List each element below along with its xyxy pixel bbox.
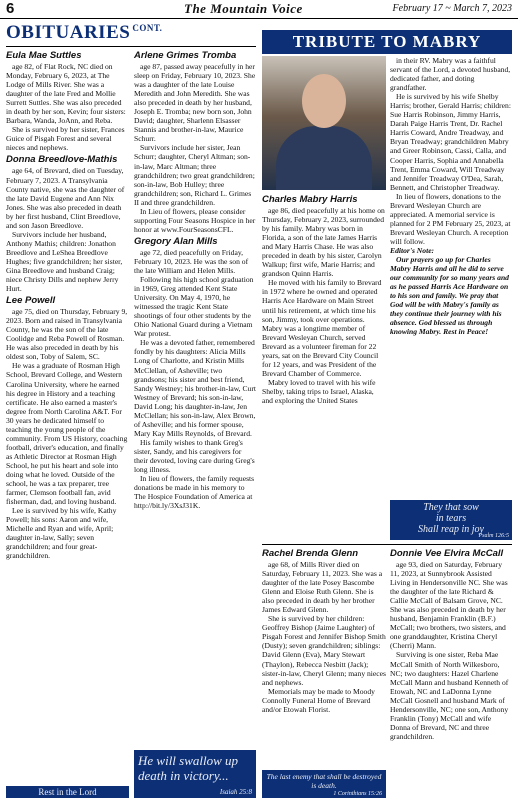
obituary-name: Donnie Vee Elvira McCall bbox=[390, 548, 504, 559]
obituary-paragraph: In Lieu of flowers, please consider supporting Four Seasons Hospice in her honor at www.FourSeasonsCFL. bbox=[134, 206, 256, 234]
obituary-column-2 bbox=[134, 48, 256, 510]
obituary-name: Gregory Alan Mills bbox=[134, 235, 218, 247]
tribute-column-3 bbox=[262, 192, 386, 405]
obituary-paragraph: In lieu of flowers, donations to the Brevard Wesleyan Church are appreciated. A memorial service is planned for 2 PM February 25, 2023, at Brevard Wesleyan Church. A reception will follow. bbox=[390, 191, 511, 246]
obituary-paragraph: He moved with his family to Brevard in 1972 where he owned and operated Harris Ace Hardware on Main Street until his retirement, at which time his son, Jimmy, took over operations. Mabry was a longtime member of Brevard Wesleyan Church, served Brevard as a volunteer fireman for 22 years, sat on the Brevard City Council for 12 years, and was President of the Brevard Chamber of Commerce. bbox=[262, 278, 382, 378]
verse-line-1: They that sow bbox=[423, 502, 479, 513]
obituary-glenn bbox=[262, 546, 386, 714]
obituary-paragraph: Memorials may be made to Moody Connolly Funeral Home of Brevard and/or Etowah Florist. bbox=[262, 686, 375, 714]
obituary-paragraph: age 72, died peacefully on Friday, February 10, 2023. He was the son of the late William and Helen Mills. bbox=[134, 247, 249, 275]
section-title: OBITUARIES $^{CONT.}$ bbox=[6, 22, 163, 43]
page-header bbox=[0, 0, 518, 19]
obituary-paragraph: She is survived by her sister, Frances Guice of Pisgah Forest and several nieces and nephews. bbox=[6, 125, 125, 153]
obituary-name: Eula Mae Suttles bbox=[6, 50, 82, 61]
obituary-name: Rachel Brenda Glenn bbox=[262, 548, 359, 559]
verse-line-2: in tears bbox=[435, 513, 467, 524]
obituary-paragraph: Lee is survived by his wife, Kathy Powell; his sons: Aaron and wife, Michelle and Ryan and wife, April; daughter in-law, Sally; seven grandchildren; and four great-grandchildren. bbox=[6, 506, 117, 561]
obituary-paragraph: Survivors include her sister, Jean Schurr; daughter, Cheryl Altman; son-in-law, Marc Altman; three grandchildren; two great grandchildren; son-in-law, Bob Hulley; three grandchildren; son, Richard L. Grimes II and three grandchildren. bbox=[134, 143, 255, 207]
obituary-paragraph: Surviving is one sister, Reba Mae McCall Smith of North Wilkesboro, NC; two daughters: Hazel Charlene McCall Mann and husband Kenneth of Etowah, NC and LaDonna Lynne McCall Gosnell and husband Mark of Hendersonville, NC; one son, Anthony Franklin (Tony) McCall and wife Donna of Brevard, NC and three grandchildren. bbox=[390, 650, 509, 741]
isaiah-banner bbox=[134, 750, 256, 798]
obituary-paragraph: age 87, passed away peacefully in her sleep on Friday, February 10, 2023. She was a daughter of the late Louise Meredith and John Meredith. She was also preceded in death by her husband, Joseph E. Tromba; new born son, John David; daughter, Sharlenn Elsasser Stannis and brother-in-law, Maurice Schurr. bbox=[134, 62, 256, 144]
obituary-name: Lee Powell bbox=[6, 295, 56, 307]
editors-note-label: Editor's Note: bbox=[390, 245, 435, 255]
obituary-name: Donna Breedlove-Mathis bbox=[6, 154, 118, 166]
obituary-column-1 bbox=[6, 48, 129, 560]
isaiah-text: He will swallow up death in victory... bbox=[138, 753, 239, 783]
tribute-column-4 bbox=[390, 56, 512, 336]
rest-banner: Rest in the Lord bbox=[6, 786, 129, 798]
obituary-paragraph: His family wishes to thank Greg's sister, Sandy, and his caregivers for their devoted, loving care during Greg's long illness. bbox=[134, 437, 255, 475]
verse-line-3: Shall reap in joy bbox=[417, 524, 484, 535]
photo-caption: Charles Mabry Harris bbox=[262, 194, 358, 205]
obituary-paragraph: age 93, died on Saturday, February 11, 2023, at Sunnybrook Assisted Living in Hendersonville NC. She was the daughter of the late Richard & Callie McCall of Balsam Grove, NC. She was also preceded in death by her husband, Benjamin Franklin (B.F.) McCall; two brothers, two sisters, and one granddaughter, Kristina Cheryl (Cherri) Mann. bbox=[390, 560, 508, 651]
issue-date: February 17 ~ March 7, 2023 bbox=[392, 3, 512, 14]
obituary-paragraph: He is survived by his wife Shelby Harris; brother, Gerald Harris; children: Sue Harris Robinson, Jimmy Harris, Darah Paige Harris Trent, Dr. Rachel Harris Coward, Andre Treadway, and Bryan Treadway; grandchildren Mabry and Greer Robinson, Cassi, Calla, and Cooper Harris, Sophia and Annabella Trent, Emma Coward, Will Treadway and Jennifer Treadway O'Dea, Sarah, Bennett, and Christopher Treadway. bbox=[390, 92, 511, 192]
obituary-paragraph: in their RV. Mabry was a faithful servant of the Lord, a devoted husband, dedicated father, and doting grandfather. bbox=[390, 56, 511, 93]
obituary-paragraph: age 75, died on Thursday, February 9, 2023. Born and raised in Transylvania County, he was the son of the late Coolidge and Reba Powell of Rosman. He was also preceded in death by his oldest son, Toby of Salem, SC. bbox=[6, 307, 128, 362]
page-number: 6 bbox=[6, 0, 15, 17]
tribute-title: TRIBUTE TO MABRY bbox=[262, 30, 512, 54]
obituary-paragraph: He was a devoted father, remembered fondly by his daughters: Alicia Mills Long of Charlotte, and Kristin Mills McClellan, of Asheville; two grandsons; his sister and best friend, Sandy Westney; his brother-in-law, Curt Westney of Brevard; his son-in-law, David Long; his daughter-in-law, Jen McClellan; his son-in-law, Alex Brown, of Asheville; and his former spouse, Mary Kay Mills Reynolds, of Brevard. bbox=[134, 338, 256, 438]
corinthians-banner bbox=[262, 770, 386, 798]
obituary-mccall bbox=[390, 546, 512, 741]
title-rule bbox=[6, 46, 256, 47]
corinthians-ref: 1 Corinthians 15:26 bbox=[333, 791, 382, 797]
obituary-paragraph: age 86, died peacefully at his home on Thursday, February 2, 2023, surrounded by his family. Mabry was born in Florida, a son of the late James Harris and Mary Harris Chase. He was also preceded in death by his sister, Carolyn Walkup; first wife, Marie Harris; and grandson Quinn Harris. bbox=[262, 206, 385, 279]
editors-note: Our prayers go up for Charles Mabry Harris and all he did to serve our community for so many years and as he passed Harris Ace Hardware on to his son and family. We pray that God will be with Mabry's family as they continue their journey with his absence. God blessed us through knowing Mabry. Rest in Peace! bbox=[390, 255, 509, 337]
verse-ref: Psalm 126:5 bbox=[478, 533, 509, 539]
obituary-paragraph: Following his high school graduation in 1969, Greg attended Kent State University. On May 4, 1970, he witnessed the tragic Kent State shootings of four other students by the Ohio National Guard during a Vietnam War protest. bbox=[134, 275, 254, 339]
corinthians-text: The last enemy that shall be destroyed is death. bbox=[266, 772, 382, 790]
obituary-paragraph: Mabry loved to travel with his wife Shelby, taking trips to Israel, Alaska, and exploring the United States bbox=[262, 377, 376, 405]
obituary-paragraph: He was a graduate of Rosman High School, Brevard College, and Western Carolina University, where he earned his degree in History and a teaching certificate. He also earned a master's degree from North Carolina A&T. For 30 years he dedicated himself to teaching the young people of the community. From US History, coaching football, driver's education, and finally as Athletic Director at Rosman High School, he put his heart and sole into doing what he loved. Outside of the school, he was a tax preparer, tree farmer, Clemson football fan, avid fisherman, dad, and loving husband. bbox=[6, 361, 128, 507]
psalm-verse-box bbox=[390, 500, 512, 540]
obituary-name: Arlene Grimes Tromba bbox=[134, 50, 237, 61]
obituary-paragraph: She is survived by her children: Geoffrey Bishop (Jaime Laughter) of Pisgah Forest and Jennifer Bishop Smith (Dusty); seven grandchildren; siblings: David Glenn (Eva), Mary Stewart (Thaylon), Rebecca Nesbitt (Jack); sister-in-law, Cheryl Glenn; many nieces and nephews. bbox=[262, 614, 386, 687]
isaiah-ref: Isaiah 25:8 bbox=[219, 788, 252, 796]
obituary-paragraph: Survivors include her husband, Anthony Mathis; children: Jonathon Breedlove and LeShea Breedlove Hughes; five grandchildren; her sister, Gina Breedlove and husband Craig; niece Christy Dills and nephew Jerry Hurt. bbox=[6, 229, 123, 294]
obituary-paragraph: age 68, of Mills River died on Saturday, February 11, 2023. She was a daughter of the late Posey Bascombe Glenn and Eloise Ruth Glenn. She is also preceded in death by her brother James Edward Glenn. bbox=[262, 560, 383, 615]
portrait-photo bbox=[262, 56, 386, 190]
obituary-paragraph: age 82, of Flat Rock, NC died on Monday, February 6, 2023, at The Lodge of Mills River. She was a daughter of the late Fred and Mollie Surrett Suttles. She was also preceded in death by her son, Kevin; four sisters: Barbara, Wanda, JoAnn, and Reba. bbox=[6, 62, 126, 126]
masthead: The Mountain Voice bbox=[184, 1, 303, 16]
section-cont: CONT. bbox=[132, 22, 163, 33]
obituary-paragraph: age 64, of Brevard, died on Tuesday, February 7, 2023. A Transylvania County native, she was the daughter of the late David Eugene and Ann Nix Jones. She was also preceded in death by her first husband, Clint Breedlove, and son Jason Breedlove. bbox=[6, 166, 125, 230]
lower-rule bbox=[262, 544, 512, 545]
obituary-paragraph: In lieu of flowers, the family requests donations be made in his memory to The Hospice Foundation of America at http://bit.ly/3XsJ31K. bbox=[134, 474, 255, 511]
